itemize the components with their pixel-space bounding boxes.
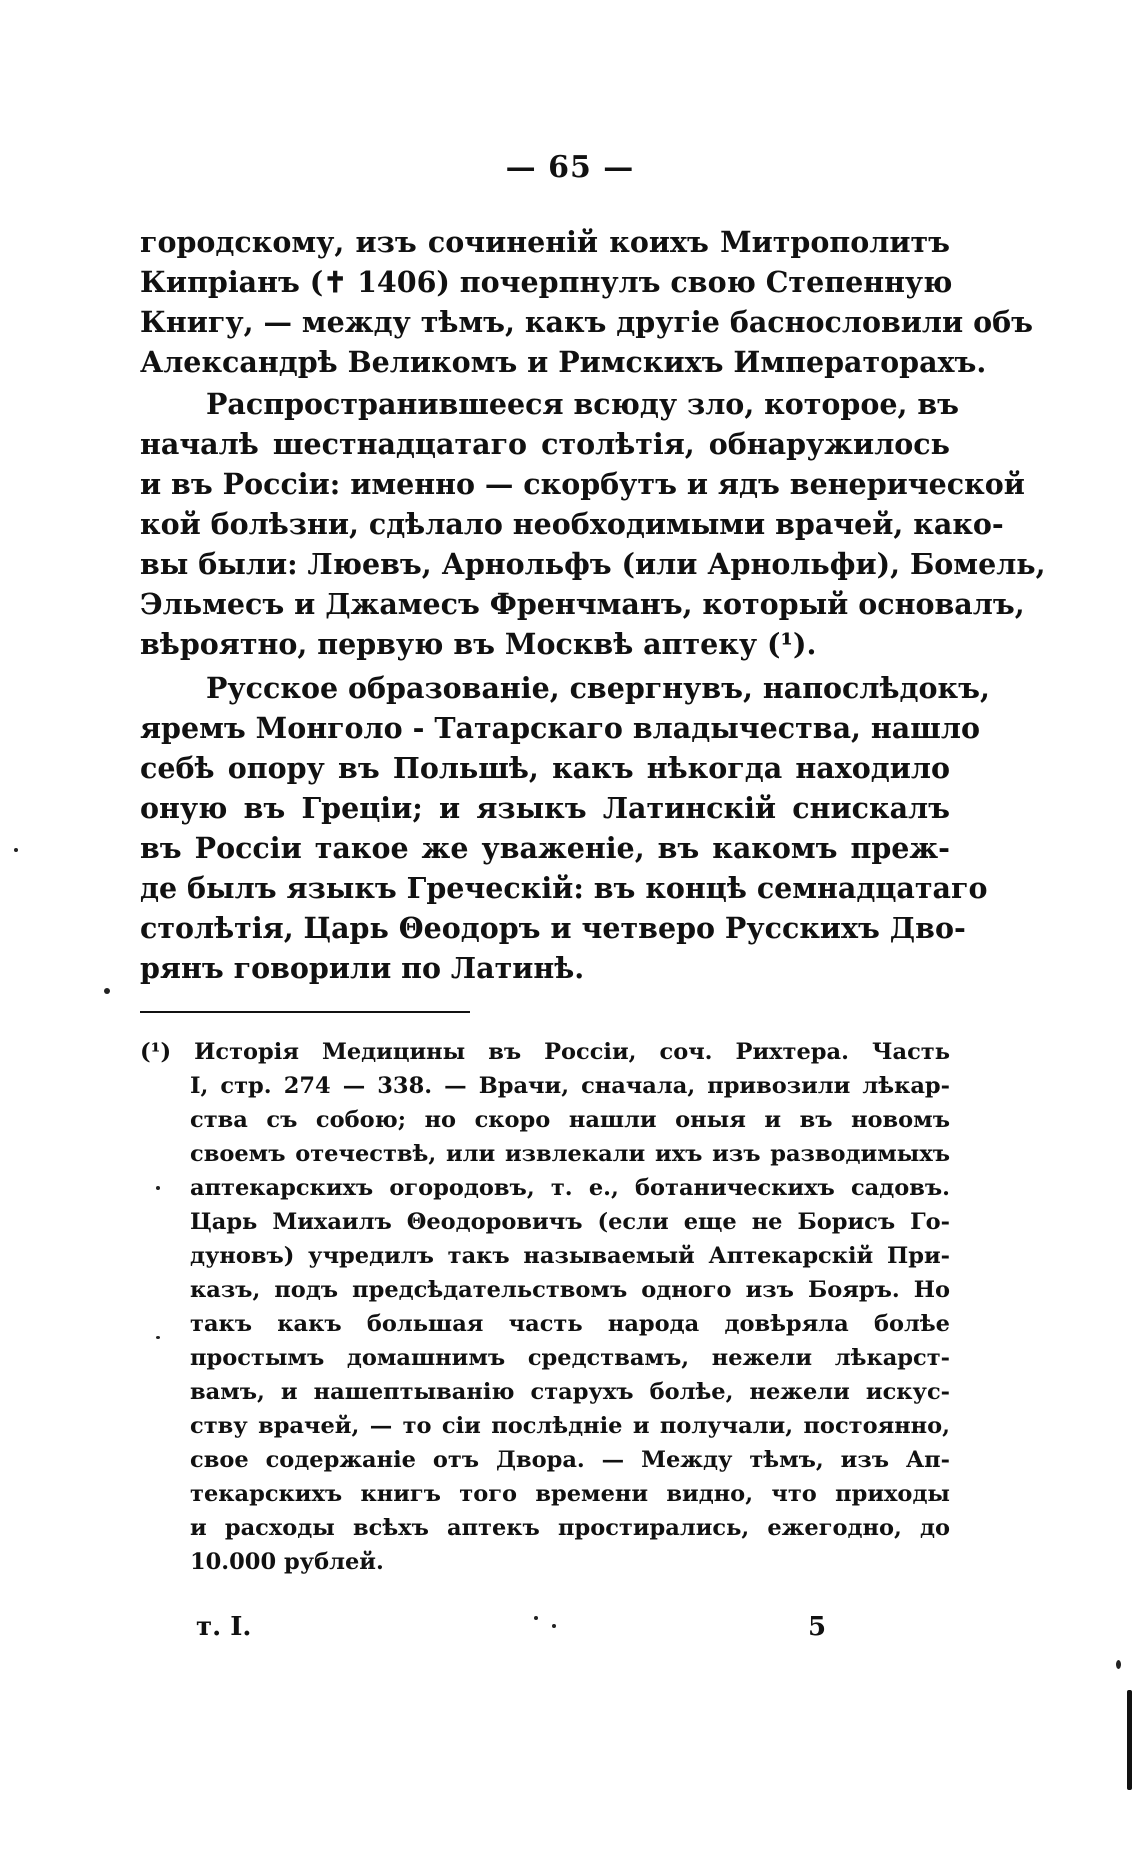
text-line: вы были: Люевъ, Арнольфъ (или Арнольфи), Бомель, [140,547,1046,581]
text-line: Русское образованіе, свергнувъ, напослѣдокъ, [206,671,990,705]
text-line: столѣтія, Царь Θеодоръ и четверо Русскихъ Дво- [140,911,966,945]
footnote-line: вамъ, и нашептыванію старухъ болѣе, нежели искус- [190,1379,950,1405]
text-line: и въ Россіи: именно — скорбутъ и ядъ венерической [140,467,1025,501]
footnote-line: текарскихъ книгъ того времени видно, что приходы [190,1481,950,1507]
text-line: кой болѣзни, сдѣлало необходимыми врачей, како- [140,507,1004,541]
text-line: Книгу, — между тѣмъ, какъ другіе баснословили объ [140,305,1033,339]
scan-speck [156,1186,160,1190]
footnote-line: Царь Михаилъ Θеодоровичъ (если еще не Борисъ Го- [190,1209,950,1235]
volume-signature: т. I. [196,1612,252,1642]
scan-speck [14,848,18,852]
sheet-signature: 5 [808,1612,827,1642]
footnote-line: и расходы всѣхъ аптекъ простирались, ежегодно, до [190,1515,950,1541]
text-line: оную въ Греціи; и языкъ Латинскій снискалъ [140,791,950,825]
footnote-line: такъ какъ большая часть народа довѣряла болѣе [190,1311,950,1337]
text-line: началѣ шестнадцатаго столѣтія, обнаружилось [140,427,950,461]
footnote-line: ства съ собою; но скоро нашли оныя и въ новомъ [190,1107,950,1133]
scan-speck [156,1336,160,1339]
text-line: Александрѣ Великомъ и Римскихъ Императорахъ. [140,345,987,379]
text-line: яремъ Монголо - Татарскаго владычества, нашло [140,711,980,745]
scan-speck [104,988,110,994]
text-line: въ Россіи такое же уваженіе, въ какомъ преж- [140,831,950,865]
text-line: Распространившееся всюду зло, которое, въ [206,387,959,421]
footnote-line: дуновъ) учредилъ такъ называемый Аптекарскій При- [190,1243,950,1269]
footnote-line: I, стр. 274 — 338. — Врачи, сначала, привозили лѣкар- [190,1073,950,1099]
text-line: рянъ говорили по Латинѣ. [140,951,585,985]
text-line: Эльмесъ и Джамесъ Френчманъ, который основалъ, [140,587,1025,621]
footnote-line: 10.000 рублей. [190,1549,384,1575]
page-edge-mark [1127,1690,1132,1790]
footnote-line: ству врачей, — то сіи послѣдніе и получали, постоянно, [190,1413,950,1439]
footnote-line: казъ, подъ предсѣдательствомъ одного изъ Бояръ. Но [190,1277,950,1303]
text-line: городскому, изъ сочиненій коихъ Митрополитъ [140,225,950,259]
footnote-line: (¹) Исторія Медицины въ Россіи, соч. Рихтера. Часть [140,1039,950,1065]
text-line: себѣ опору въ Польшѣ, какъ нѣкогда находило [140,751,950,785]
scan-speck [552,1624,556,1628]
text-line: де былъ языкъ Греческій: въ концѣ семнадцатаго [140,871,988,905]
footnote-line: простымъ домашнимъ средствамъ, нежели лѣкарст- [190,1345,950,1371]
page-number: — 65 — [505,150,635,185]
footnote-divider [140,1011,470,1013]
scan-speck [534,1616,538,1620]
footnote-line: аптекарскихъ огородовъ, т. е., ботаническихъ садовъ. [190,1175,950,1201]
footnote-line: свое содержаніе отъ Двора. — Между тѣмъ, изъ Ап- [190,1447,950,1473]
scan-speck [1116,1660,1121,1669]
text-line: вѣроятно, первую въ Москвѣ аптеку (¹). [140,627,817,661]
footnote-line: своемъ отечествѣ, или извлекали ихъ изъ разводимыхъ [190,1141,950,1167]
text-line: Кипріанъ (✝ 1406) почерпнулъ свою Степенную [140,265,953,299]
